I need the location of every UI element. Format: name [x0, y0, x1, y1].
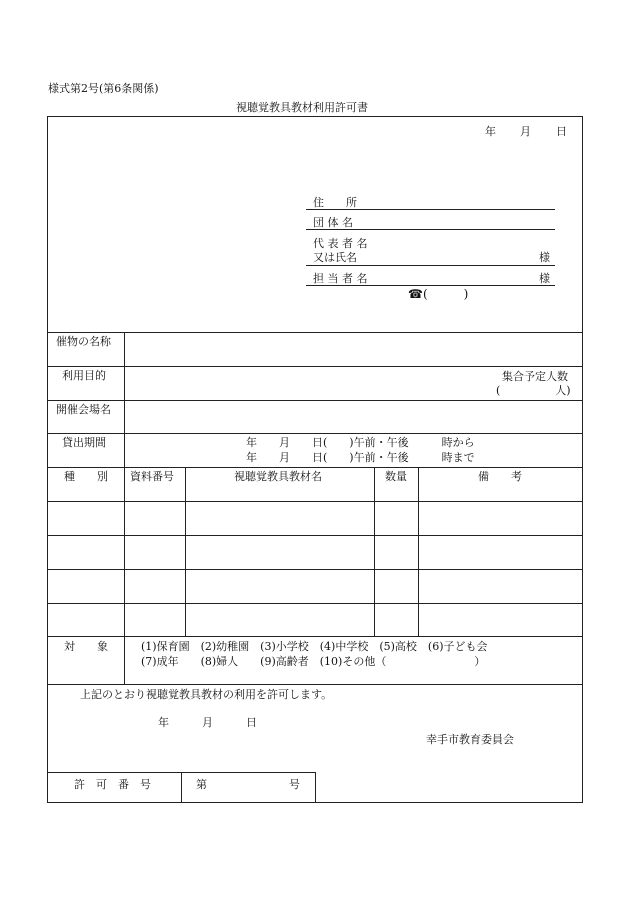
material-no-header: 資料番号	[130, 470, 174, 483]
target-options-2[interactable]: (7)成年 (8)婦人 (9)高齢者 (10)その他（ ）	[141, 655, 486, 668]
vline-label-col	[124, 332, 125, 684]
vline	[418, 467, 419, 637]
venue-label: 開催会場名	[56, 403, 111, 416]
phone-field[interactable]: ☎( )	[408, 287, 469, 301]
date-month: 月	[520, 125, 531, 138]
vline	[374, 467, 375, 637]
type-header: 種 別	[64, 470, 108, 483]
target-options-1[interactable]: (1)保育園 (2)幼稚園 (3)小学校 (4)中学校 (5)高校 (6)子ども会	[141, 640, 488, 653]
permit-go: 号	[289, 778, 300, 791]
vline	[181, 772, 182, 803]
vline	[315, 772, 316, 803]
hline	[47, 569, 583, 570]
hline	[47, 684, 583, 685]
representative-label: 代 表 者 名	[313, 237, 368, 250]
approval-text: 上記のとおり視聴覚教具教材の利用を許可します。	[80, 688, 333, 701]
issuer: 幸手市教育委員会	[426, 733, 514, 746]
contact-label: 担 当 者 名	[313, 272, 368, 285]
form-title: 視聴覚教具教材利用許可書	[236, 101, 368, 114]
period-from[interactable]: 年 月 日( )午前・午後 時から	[246, 436, 475, 449]
form-number: 様式第2号(第6条関係)	[48, 82, 159, 95]
group-label: 団 体 名	[313, 216, 353, 229]
hline	[47, 433, 583, 434]
frame-top	[47, 116, 583, 117]
permit-number-label: 許 可 番 号	[74, 778, 151, 791]
address-label: 住 所	[313, 196, 357, 209]
expected-attendance-label: 集合予定人数	[502, 370, 568, 383]
hline	[47, 501, 583, 502]
event-name-label: 催物の名称	[56, 335, 111, 348]
sama-1: 様	[539, 251, 550, 264]
purpose-label: 利用目的	[62, 369, 106, 382]
period-to[interactable]: 年 月 日( )午前・午後 時まで	[246, 451, 475, 464]
permit-dai: 第	[196, 778, 207, 791]
date-year: 年	[485, 125, 496, 138]
hline	[47, 535, 583, 536]
target-label: 対 象	[64, 640, 108, 653]
frame-left	[47, 116, 48, 803]
hline	[47, 467, 583, 468]
vline	[185, 467, 186, 637]
hline	[47, 603, 583, 604]
approval-date: 年 月 日	[158, 716, 257, 729]
date-day: 日	[556, 125, 567, 138]
contact-line[interactable]	[306, 285, 555, 286]
frame-right	[582, 116, 583, 803]
name-label: 又は氏名	[313, 251, 357, 264]
sama-2: 様	[539, 272, 550, 285]
representative-line[interactable]	[306, 265, 555, 266]
address-line[interactable]	[306, 209, 555, 210]
hline	[47, 400, 583, 401]
quantity-header: 数量	[385, 470, 407, 483]
expected-attendance-field[interactable]: ( 人)	[496, 384, 571, 397]
group-line[interactable]	[306, 229, 555, 230]
hline	[47, 332, 583, 333]
material-name-header: 視聴覚教具教材名	[234, 470, 322, 483]
period-label: 貸出期間	[62, 436, 106, 449]
hline	[47, 366, 583, 367]
remarks-header: 備 考	[478, 470, 522, 483]
hline	[47, 636, 583, 637]
